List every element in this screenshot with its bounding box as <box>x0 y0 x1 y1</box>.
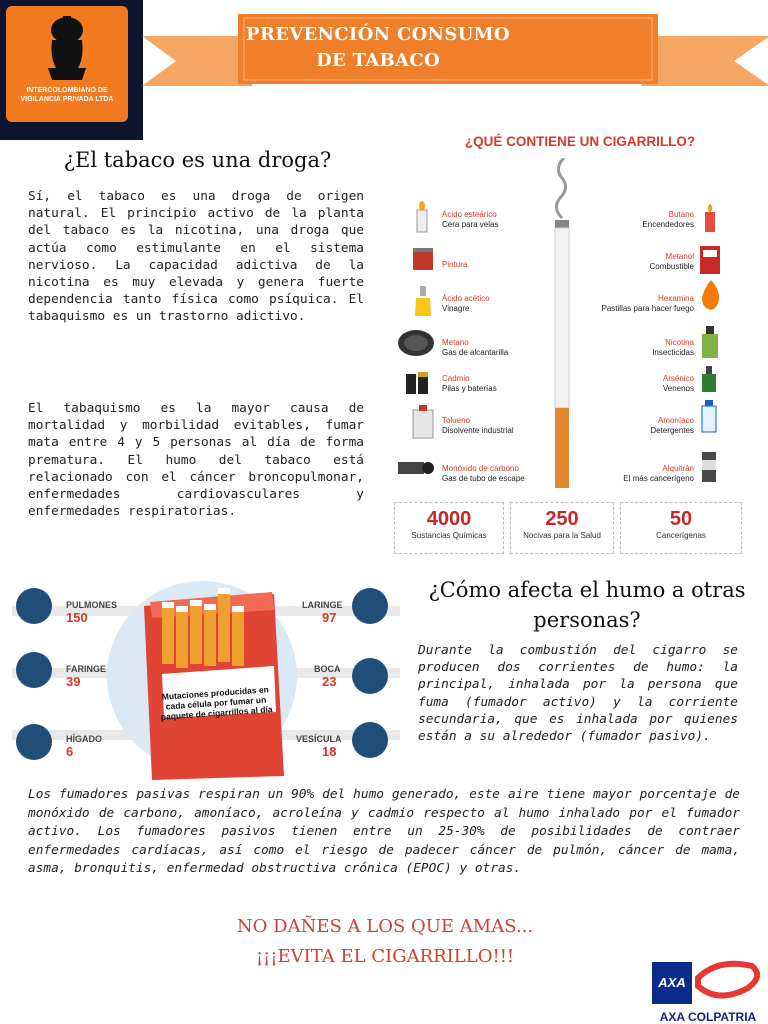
exhaust-pipe-icon <box>396 450 436 484</box>
ingredient-right-6: Amoníaco Detergentes <box>650 416 694 435</box>
stat-substances: 4000 Sustancias Químicas <box>394 502 504 554</box>
larynx-icon <box>352 588 388 624</box>
ingredient-right-1: Butano Encendedores <box>642 210 694 229</box>
ingredient-left-3: Ácido acético Vinagre <box>442 294 490 313</box>
ingredient-left-2: Pintura <box>442 260 468 269</box>
poison-bottle-icon <box>698 364 720 394</box>
manhole-icon <box>396 328 436 358</box>
infographic-title: ¿QUÉ CONTIENE UN CIGARRILLO? <box>464 134 696 149</box>
ingredient-left-7: Monóxido de carbono Gas de tubo de escape <box>442 464 525 483</box>
solvent-can-icon <box>410 404 436 440</box>
paragraph-mortality: El tabaquismo es la mayor causa de mortalidad y morbilidad evitables, fumar mata entre 4 y 5 personas al día de forma prematura. El humo del tabaco está relacionado con el cáncer broncopulmonar, enfermedades cardiovasculares y enfermedades respiratorias. <box>28 401 364 520</box>
fuel-pump-icon <box>698 242 728 276</box>
organ-liver-label: HÍGADO <box>66 734 102 744</box>
organ-mutations-infographic <box>12 566 400 786</box>
pharynx-icon <box>16 652 52 688</box>
batteries-icon <box>404 368 436 396</box>
liver-icon <box>16 724 52 760</box>
fire-icon <box>696 278 726 312</box>
logo-text: INTERCOLOMBIANO DE VIGILANCIA PRIVADA LTDA <box>20 87 114 103</box>
stat-carcinogenic: 50 Cancerígenas <box>620 502 742 554</box>
organ-lungs-label: PULMONES <box>66 600 118 610</box>
gallbladder-icon <box>352 722 388 758</box>
ingredient-right-2: Metanol Combustible <box>649 252 694 271</box>
logo-badge <box>6 6 128 122</box>
organ-mouth-label: BOCA <box>314 664 341 674</box>
ingredient-left-5: Cadmio Pilas y baterías <box>442 374 497 393</box>
ingredient-left-4: Metano Gas de alcantarilla <box>442 338 509 357</box>
company-logo <box>0 0 143 140</box>
axa-colpatria-logo <box>648 958 768 1024</box>
tar-jar-icon <box>698 444 720 484</box>
vinegar-bottle-icon <box>412 284 434 318</box>
candle-icon <box>412 200 432 234</box>
lungs-icon <box>16 588 52 624</box>
detergent-bottle-icon <box>698 398 720 434</box>
organ-pharynx-value: 39 <box>66 674 81 689</box>
insecticide-spray-icon <box>698 324 722 360</box>
cigarette-icon <box>542 158 582 498</box>
organ-larynx-label: LARINGE <box>302 600 343 610</box>
organ-gallbladder-label: VESÍCULA <box>296 734 342 744</box>
helmet-silhouette-icon <box>42 14 92 84</box>
ingredient-left-6: Tolueno Disolvente industrial <box>442 416 514 435</box>
paragraph-drug-intro: Sí, el tabaco es una droga de origen natural. El principio activo de la planta del tabaco es la nicotina, una droga que actúa como estimulante en el sistema nervioso. La capacidad adictiva de la nicotina es muy elevada y genera fuerte dependencia tanto física como psíquica. El tabaquismo es un trastorno adictivo. <box>28 189 364 325</box>
paint-can-icon <box>410 244 436 272</box>
call-to-action-line1: NO DAÑES A LOS QUE AMAS... <box>236 916 534 937</box>
paragraph-passive-smokers: Los fumadores pasivas respiran un 90% del humo generado, este aire tiene mayor porcentaje de monóxido de carbono, amoníaco, acroleína y cadmio respecto al humo inhalado por el fumador activo. Los fumadores pasivos tienen entre un 25-30% de posibilidades de contraer enfermedades cardíacas, así como el riesgo de padecer cáncer de pulmón, cáncer de mama, asma, bronquitis, enfermedad obstructiva crónica (EPOC) y otras. <box>28 787 740 876</box>
organ-liver-value: 6 <box>66 744 74 759</box>
brand-name: AXA COLPATRIA <box>659 1010 757 1024</box>
axa-mark-text: AXA <box>658 975 686 990</box>
ingredient-right-7: Alquitrán El más cancerígeno <box>623 464 694 483</box>
pack-caption: Mutaciones producidas en cada célula por fumar un paquete de cigarrillos al día <box>160 684 273 722</box>
ingredient-right-5: Arsénico Venenos <box>662 374 694 393</box>
cigarette-contents-infographic <box>392 128 768 558</box>
page-title: PREVENCIÓN CONSUMO DE TABACO <box>246 24 510 71</box>
ingredient-left-1: Ácido esteárico Cera para velas <box>442 210 499 229</box>
organ-lungs-value: 150 <box>66 610 88 625</box>
organ-gallbladder-value: 18 <box>322 744 337 759</box>
section-heading-passive-smoke: ¿Cómo afecta el humo a otras personas? <box>428 578 746 632</box>
lighter-icon <box>702 204 718 234</box>
ingredient-right-4: Nicotina Insecticidas <box>652 338 694 357</box>
organ-mouth-value: 23 <box>322 674 337 689</box>
call-to-action-line2: ¡¡¡EVITA EL CIGARRILLO!!! <box>255 946 515 967</box>
stat-harmful: 250 Nocivas para la Salud <box>510 502 614 554</box>
organ-pharynx-label: FARINGE <box>66 664 107 674</box>
mouth-icon <box>352 658 388 694</box>
section-heading-drug: ¿El tabaco es una droga? <box>63 148 332 172</box>
paragraph-smoke-streams: Durante la combustión del cigarro se producen dos corrientes de humo: la principal, inhalada por la persona que fuma (fumador activo) y la corriente secundaria, que es inhalada por quienes están a su alrededor (fumador pasivo). <box>418 643 738 745</box>
organ-larynx-value: 97 <box>322 610 337 625</box>
ingredient-right-3: Hexamina Pastillas para hacer fuego <box>601 294 694 313</box>
